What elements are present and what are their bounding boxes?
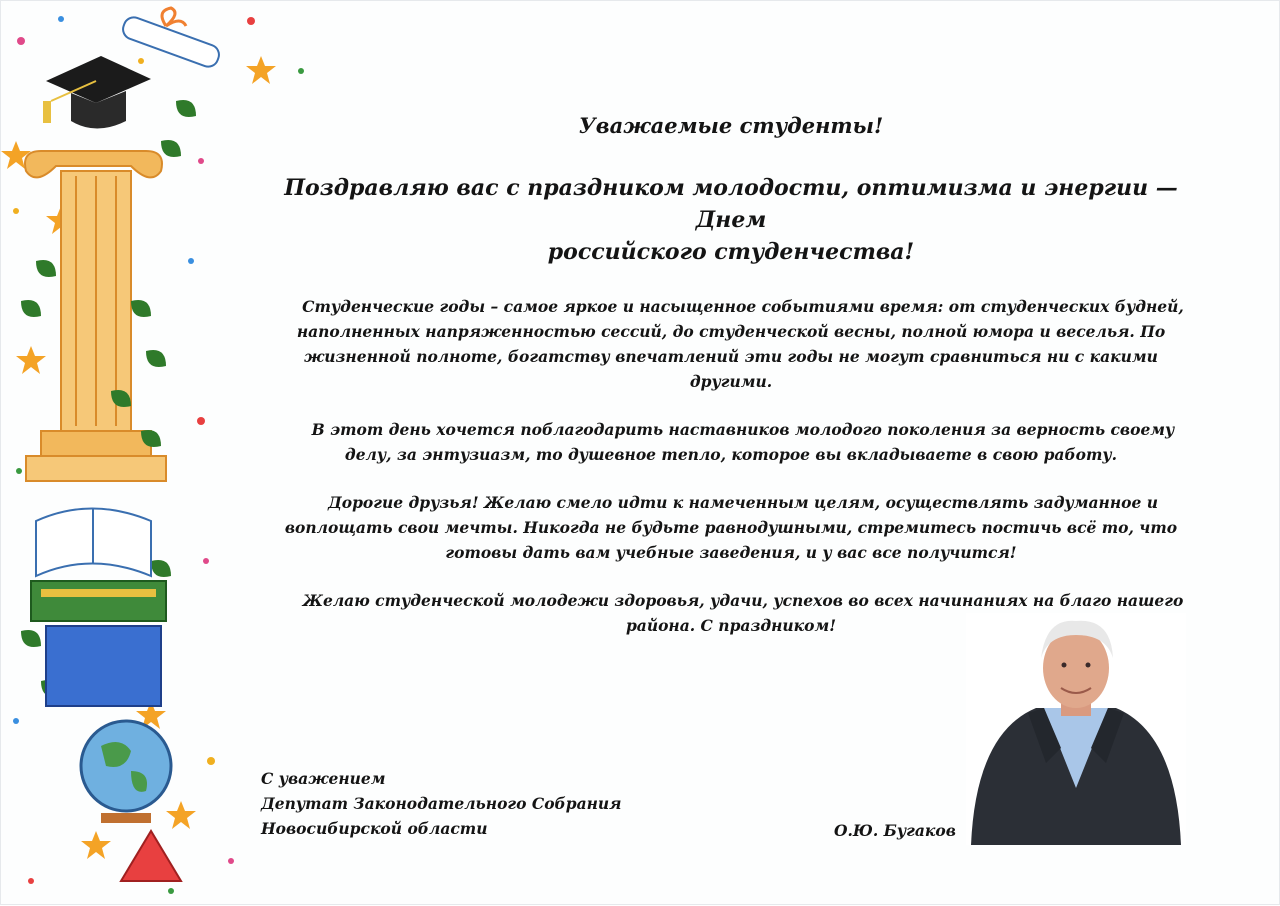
- headline-line-2: российского студенчества!: [547, 239, 915, 265]
- signature-block: [261, 766, 622, 841]
- graduation-cap-icon: [43, 56, 151, 129]
- signature-position: Депутат Законодательного Собрания: [261, 794, 622, 813]
- paragraph-wishes-friends: Дорогие друзья! Желаю смело идти к намеченным целям, осуществлять задуманное и воплощать свои мечты. Никогда не будьте равнодушными, стремитесь постичь всё то, что готовы дать вам учебные заведения, и у вас все получится!: [284, 493, 1178, 562]
- paragraph-wishes-youth: Желаю студенческой молодежи здоровья, удачи, успехов во всех начинаниях на благо нашего района. С праздником!: [302, 591, 1184, 635]
- signature-regards: С уважением: [261, 769, 386, 788]
- signature-region: Новосибирской области: [261, 819, 488, 838]
- letter-body: [271, 113, 1191, 661]
- headline-line-1: Поздравляю вас с праздником молодости, оптимизма и энергии — Днем: [284, 175, 1178, 233]
- party-hat-icon: [121, 831, 181, 881]
- book-icon: [31, 509, 166, 707]
- paragraph-thanks-mentors: В этот день хочется поблагодарить наставников молодого поколения за верность своему делу, за энтузиазм, то душевное тепло, которое вы вкладываете в свою работу.: [311, 420, 1175, 464]
- congratulation-headline: [271, 172, 1191, 268]
- paragraph-student-years: Студенческие годы – самое яркое и насыщенное событиями время: от студенческих будней, наполненных напряженностью сессий, до студенческой весны, полной юмора и веселья. По жизненной полноте, богатству впечатлений эти годы не могут сравниться ни с какими другими.: [296, 297, 1184, 391]
- diploma-scroll-icon: [120, 8, 221, 69]
- greeting-heading: Уважаемые студенты!: [578, 113, 884, 138]
- globe-icon: [81, 721, 171, 823]
- signature-name: О.Ю. Бугаков: [834, 821, 956, 840]
- portrait-photo: [966, 613, 1186, 845]
